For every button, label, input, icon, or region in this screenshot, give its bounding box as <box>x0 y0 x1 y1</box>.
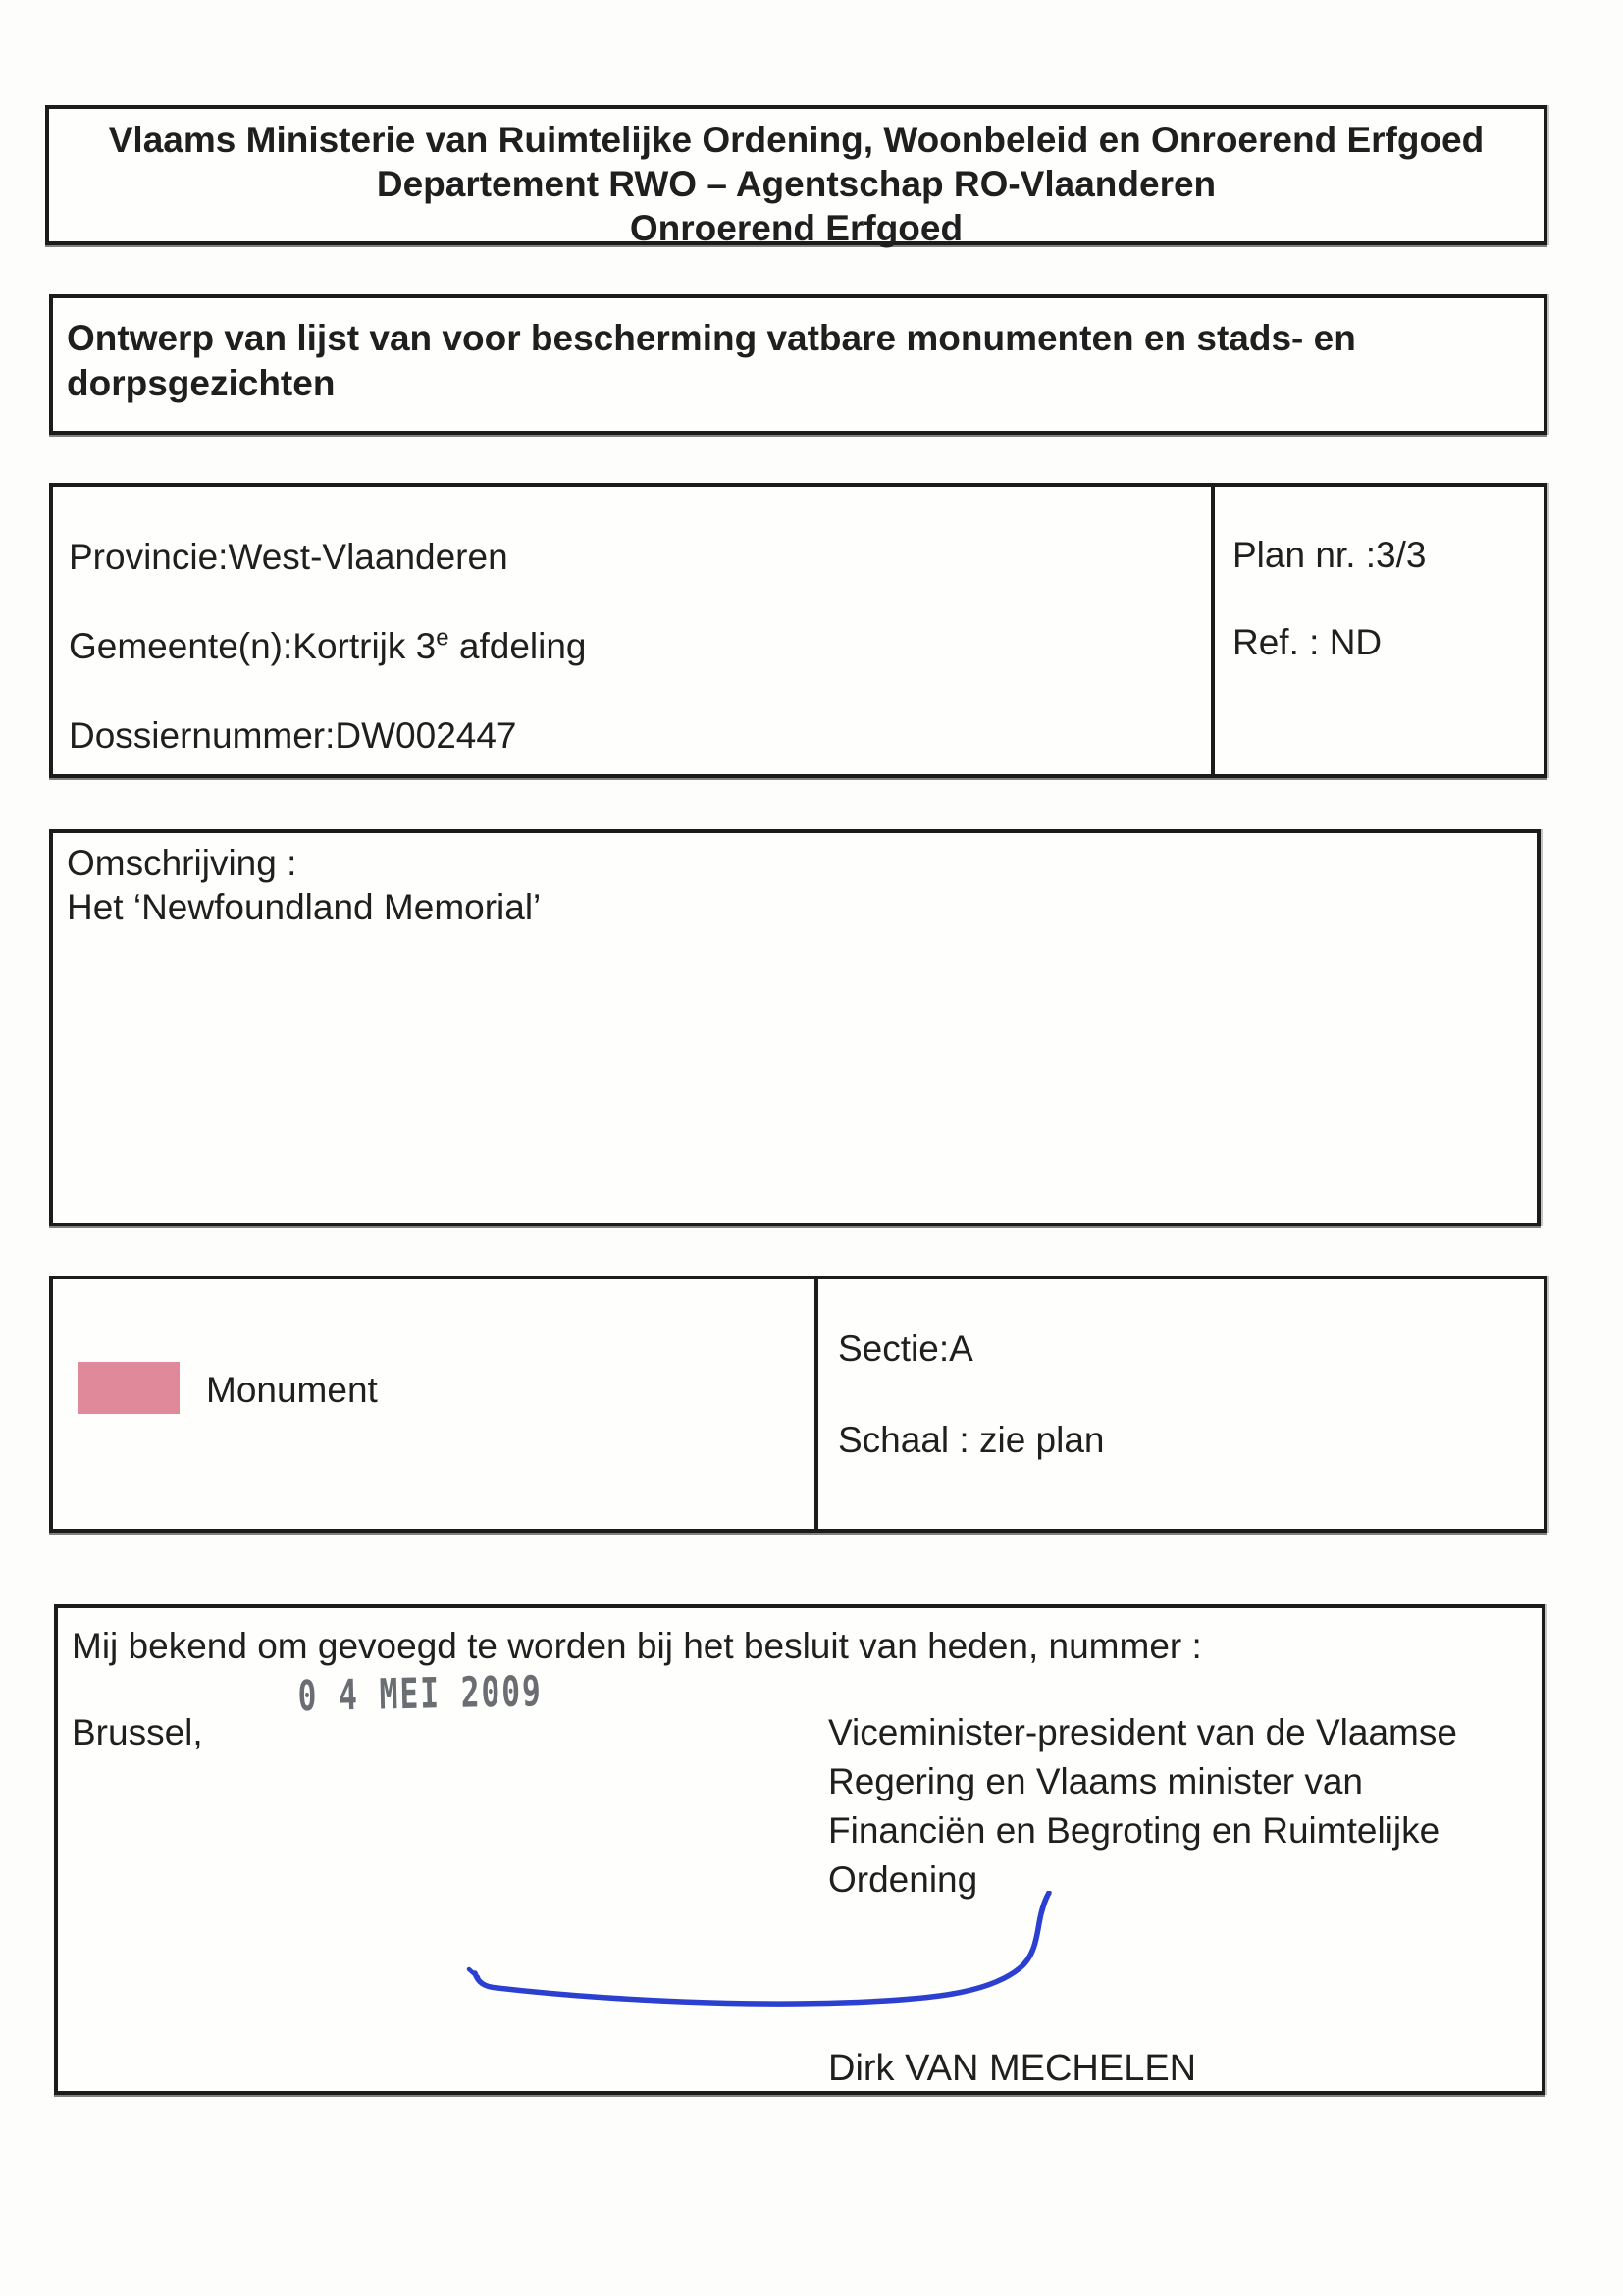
decree-signature-box <box>54 1604 1545 2095</box>
document-title-line-1: Ontwerp van lijst van voor bescherming vatbare monumenten en stads- en <box>67 318 1356 358</box>
gemeente-field <box>69 625 1211 668</box>
gemeente-superscript: e <box>436 624 449 652</box>
minister-title-line: Financiën en Begroting en Ruimtelijke <box>828 1810 1440 1851</box>
legend-box <box>49 1276 1547 1533</box>
place-label: Brussel, <box>72 1712 203 1752</box>
minister-title-line: Regering en Vlaams minister van <box>828 1761 1363 1801</box>
agency-line: Onroerend Erfgoed <box>629 208 964 248</box>
date-stamp: 0 4 MEI 2009 <box>297 1665 544 1721</box>
document-title-line-2: dorpsgezichten <box>67 363 336 403</box>
schaal-field: Schaal : zie plan <box>838 1420 1105 1460</box>
description-box <box>49 829 1541 1226</box>
provincie-field: Provincie:West-Vlaanderen <box>69 537 508 577</box>
info-left-column <box>53 487 1211 774</box>
info-box <box>49 483 1547 778</box>
plan-nr-field: Plan nr. :3/3 <box>1232 535 1427 575</box>
monument-color-swatch <box>78 1362 180 1414</box>
minister-title <box>828 1708 1515 1905</box>
ref-field: Ref. : ND <box>1232 622 1383 662</box>
gemeente-text: Gemeente(n):Kortrijk 3 <box>69 626 437 666</box>
minister-title-line: Viceminister-president van de Vlaamse <box>828 1712 1457 1752</box>
legend-column-divider <box>814 1278 818 1530</box>
omschrijving-label: Omschrijving : <box>67 843 297 883</box>
document-title-box <box>49 294 1547 435</box>
besluit-intro-text: Mij bekend om gevoegd te worden bij het besluit van heden, nummer : <box>72 1626 1202 1666</box>
handwritten-signature <box>436 1891 1123 2067</box>
gemeente-suffix: afdeling <box>448 626 587 666</box>
dossiernummer-field: Dossiernummer:DW002447 <box>69 715 517 756</box>
ministry-name-line: Vlaams Ministerie van Ruimtelijke Ordening, Woonbeleid en Onroerend Erfgoed <box>108 120 1485 160</box>
monument-label: Monument <box>206 1370 378 1410</box>
department-line: Departement RWO – Agentschap RO-Vlaanderen <box>376 164 1217 204</box>
sectie-field: Sectie:A <box>838 1329 973 1369</box>
ministry-header-box <box>45 105 1547 248</box>
omschrijving-text: Het ‘Newfoundland Memorial’ <box>67 887 542 927</box>
info-right-column <box>1215 487 1544 774</box>
minister-title-line: Ordening <box>828 1859 978 1900</box>
signer-name: Dirk VAN MECHELEN <box>828 2048 1197 2089</box>
